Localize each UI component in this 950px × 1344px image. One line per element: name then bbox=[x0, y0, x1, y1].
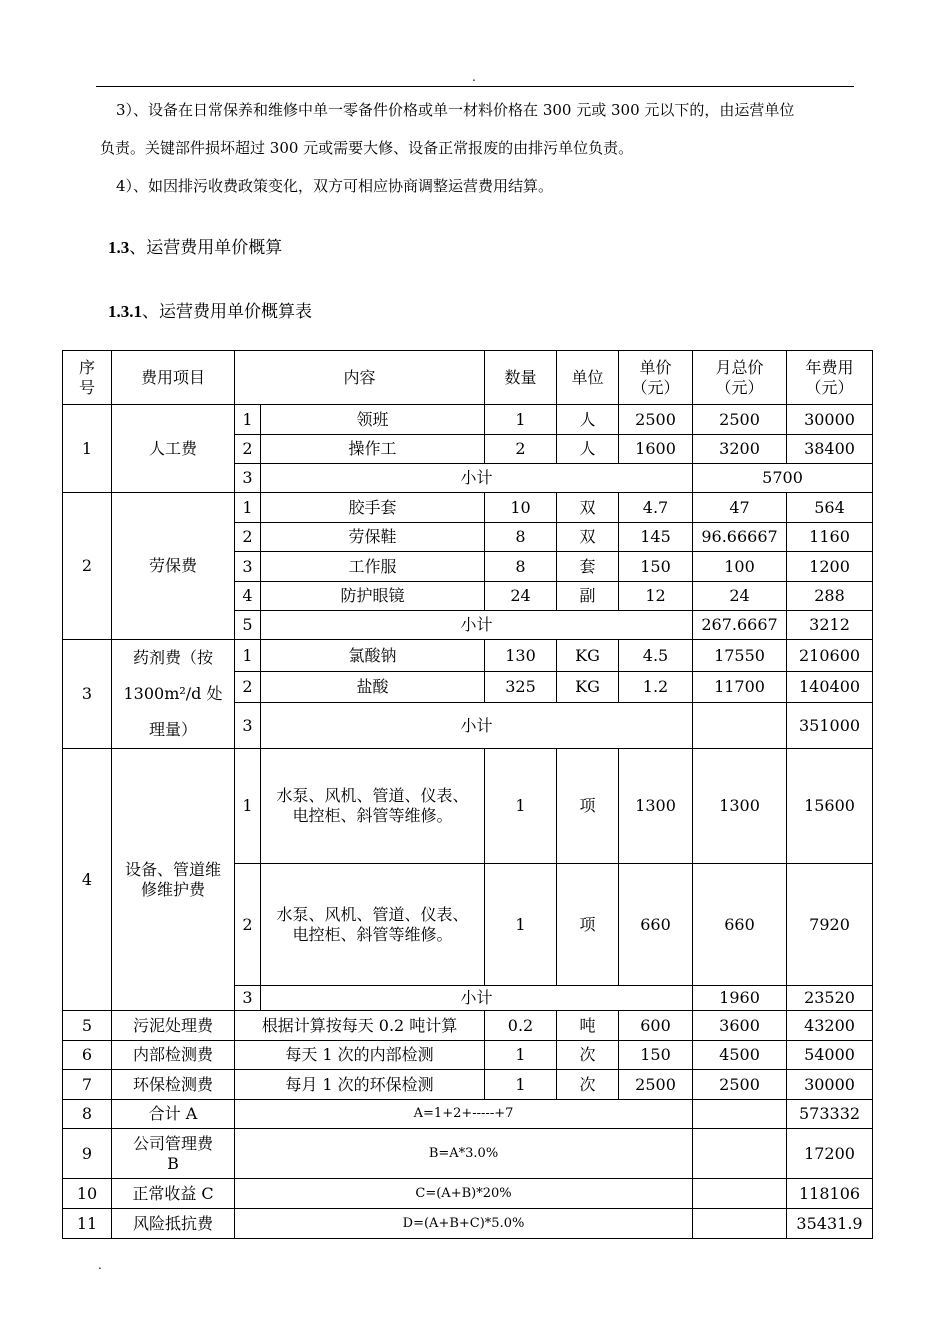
row-unit: 项 bbox=[557, 864, 619, 986]
row-year: 17200 bbox=[787, 1129, 873, 1179]
row-month bbox=[693, 1129, 787, 1179]
header-month: 月总价 （元） bbox=[693, 351, 787, 405]
total-row bbox=[63, 1179, 873, 1209]
row-price: 4.7 bbox=[619, 493, 693, 523]
row-month: 11700 bbox=[693, 672, 787, 703]
row-month bbox=[693, 1100, 787, 1129]
row-year: 564 bbox=[787, 493, 873, 523]
total-row bbox=[63, 1129, 873, 1179]
header-mark: . bbox=[472, 70, 476, 84]
total-row bbox=[63, 1100, 873, 1129]
row-seq: 1 bbox=[63, 405, 112, 493]
row-year: 43200 bbox=[787, 1011, 873, 1041]
row-seq: 9 bbox=[63, 1129, 112, 1179]
row-sub-no: 2 bbox=[235, 523, 261, 552]
row-price: 12 bbox=[619, 582, 693, 611]
row-year: 54000 bbox=[787, 1041, 873, 1070]
row-sub-no: 2 bbox=[235, 672, 261, 703]
paragraph-3-line2: 负责。关键部件损坏超过 300 元或需要大修、设备正常报废的由排污单位负责。 bbox=[100, 139, 634, 157]
subtotal-label: 小计 bbox=[261, 703, 693, 749]
row-seq: 11 bbox=[63, 1209, 112, 1239]
row-month bbox=[693, 1209, 787, 1239]
row-month: 96.66667 bbox=[693, 523, 787, 552]
header-content: 内容 bbox=[235, 351, 485, 405]
row-unit: 人 bbox=[557, 405, 619, 435]
row-month bbox=[693, 1179, 787, 1209]
heading-text: 、运营费用单价概算表 bbox=[142, 302, 312, 322]
row-year: 140400 bbox=[787, 672, 873, 703]
row-year: 210600 bbox=[787, 640, 873, 672]
row-price: 1300 bbox=[619, 749, 693, 864]
table-row bbox=[63, 1041, 873, 1070]
row-price: 4.5 bbox=[619, 640, 693, 672]
row-price: 2500 bbox=[619, 1070, 693, 1100]
heading-text: 、运营费用单价概算 bbox=[129, 238, 283, 258]
row-formula: A=1+2+-----+7 bbox=[235, 1100, 693, 1129]
row-formula: B=A*3.0% bbox=[235, 1129, 693, 1179]
row-month: 2500 bbox=[693, 1070, 787, 1100]
row-content: 胶手套 bbox=[261, 493, 485, 523]
row-year: 38400 bbox=[787, 435, 873, 464]
row-price: 2500 bbox=[619, 405, 693, 435]
row-price: 150 bbox=[619, 1041, 693, 1070]
row-year: 1200 bbox=[787, 552, 873, 582]
row-item: 药剂费（按 1300m²/d 处 理量） bbox=[112, 640, 235, 749]
row-sub-no: 3 bbox=[235, 552, 261, 582]
row-seq: 10 bbox=[63, 1179, 112, 1209]
footer-mark: . bbox=[98, 1258, 102, 1272]
row-content: 氯酸钠 bbox=[261, 640, 485, 672]
header-price: 单价 （元） bbox=[619, 351, 693, 405]
row-formula: C=(A+B)*20% bbox=[235, 1179, 693, 1209]
row-qty: 325 bbox=[485, 672, 557, 703]
section-heading-1-3 bbox=[108, 233, 282, 258]
row-content: 根据计算按每天 0.2 吨计算 bbox=[235, 1011, 485, 1041]
row-sub-no: 1 bbox=[235, 405, 261, 435]
row-qty: 0.2 bbox=[485, 1011, 557, 1041]
row-unit: 项 bbox=[557, 749, 619, 864]
row-item: 劳保费 bbox=[112, 493, 235, 640]
row-qty: 1 bbox=[485, 405, 557, 435]
subtotal-label: 小计 bbox=[261, 986, 693, 1011]
table-row bbox=[63, 405, 873, 435]
row-sub-no: 3 bbox=[235, 464, 261, 493]
row-year: 288 bbox=[787, 582, 873, 611]
row-month: 47 bbox=[693, 493, 787, 523]
row-month: 4500 bbox=[693, 1041, 787, 1070]
row-year: 7920 bbox=[787, 864, 873, 986]
row-qty: 130 bbox=[485, 640, 557, 672]
row-month: 100 bbox=[693, 552, 787, 582]
row-unit: 吨 bbox=[557, 1011, 619, 1041]
row-year: 35431.9 bbox=[787, 1209, 873, 1239]
row-unit: 次 bbox=[557, 1070, 619, 1100]
row-price: 660 bbox=[619, 864, 693, 986]
row-item: 内部检测费 bbox=[112, 1041, 235, 1070]
header-seq: 序 号 bbox=[63, 351, 112, 405]
table-row bbox=[63, 640, 873, 672]
row-seq: 8 bbox=[63, 1100, 112, 1129]
row-unit: 次 bbox=[557, 1041, 619, 1070]
row-qty: 1 bbox=[485, 1070, 557, 1100]
row-item: 人工费 bbox=[112, 405, 235, 493]
row-price: 145 bbox=[619, 523, 693, 552]
row-year: 30000 bbox=[787, 405, 873, 435]
subtotal-year: 351000 bbox=[787, 703, 873, 749]
row-qty: 24 bbox=[485, 582, 557, 611]
row-qty: 1 bbox=[485, 749, 557, 864]
row-month: 1300 bbox=[693, 749, 787, 864]
row-content: 防护眼镜 bbox=[261, 582, 485, 611]
heading-number: 1.3 bbox=[108, 238, 130, 257]
row-qty: 2 bbox=[485, 435, 557, 464]
row-content: 每天 1 次的内部检测 bbox=[235, 1041, 485, 1070]
row-price: 1600 bbox=[619, 435, 693, 464]
row-sub-no: 2 bbox=[235, 435, 261, 464]
row-content: 盐酸 bbox=[261, 672, 485, 703]
row-formula: D=(A+B+C)*5.0% bbox=[235, 1209, 693, 1239]
row-item: 设备、管道维 修维护费 bbox=[112, 749, 235, 1011]
row-price: 150 bbox=[619, 552, 693, 582]
header-item: 费用项目 bbox=[112, 351, 235, 405]
row-year: 30000 bbox=[787, 1070, 873, 1100]
row-item: 正常收益 C bbox=[112, 1179, 235, 1209]
row-sub-no: 1 bbox=[235, 640, 261, 672]
row-price: 600 bbox=[619, 1011, 693, 1041]
row-unit: 双 bbox=[557, 493, 619, 523]
subtotal-month: 267.6667 bbox=[693, 611, 787, 640]
row-sub-no: 2 bbox=[235, 864, 261, 986]
heading-number: 1.3.1 bbox=[108, 302, 142, 321]
subtotal-label: 小计 bbox=[261, 464, 693, 493]
header-qty: 数量 bbox=[485, 351, 557, 405]
row-seq: 4 bbox=[63, 749, 112, 1011]
row-qty: 1 bbox=[485, 864, 557, 986]
row-year: 118106 bbox=[787, 1179, 873, 1209]
row-year: 1160 bbox=[787, 523, 873, 552]
row-unit: KG bbox=[557, 672, 619, 703]
row-month: 17550 bbox=[693, 640, 787, 672]
row-content: 水泵、风机、管道、仪表、 电控柜、斜管等维修。 bbox=[261, 749, 485, 864]
row-price: 1.2 bbox=[619, 672, 693, 703]
table-row bbox=[63, 749, 873, 864]
row-month: 2500 bbox=[693, 405, 787, 435]
header-unit: 单位 bbox=[557, 351, 619, 405]
row-year: 573332 bbox=[787, 1100, 873, 1129]
total-row bbox=[63, 1209, 873, 1239]
row-sub-no: 3 bbox=[235, 986, 261, 1011]
row-content: 操作工 bbox=[261, 435, 485, 464]
row-unit: 副 bbox=[557, 582, 619, 611]
cost-table bbox=[62, 350, 873, 1239]
row-seq: 2 bbox=[63, 493, 112, 640]
table-row bbox=[63, 493, 873, 523]
subtotal-label: 小计 bbox=[261, 611, 693, 640]
row-seq: 6 bbox=[63, 1041, 112, 1070]
row-unit: 人 bbox=[557, 435, 619, 464]
row-unit: 双 bbox=[557, 523, 619, 552]
row-unit: 套 bbox=[557, 552, 619, 582]
row-month: 24 bbox=[693, 582, 787, 611]
header-row bbox=[63, 351, 873, 405]
row-item: 合计 A bbox=[112, 1100, 235, 1129]
subtotal-year: 23520 bbox=[787, 986, 873, 1011]
row-qty: 1 bbox=[485, 1041, 557, 1070]
row-qty: 8 bbox=[485, 552, 557, 582]
row-year: 15600 bbox=[787, 749, 873, 864]
subtotal-month: 1960 bbox=[693, 986, 787, 1011]
row-unit: KG bbox=[557, 640, 619, 672]
header-year: 年费用 （元） bbox=[787, 351, 873, 405]
row-content: 每月 1 次的环保检测 bbox=[235, 1070, 485, 1100]
row-sub-no: 3 bbox=[235, 703, 261, 749]
row-seq: 5 bbox=[63, 1011, 112, 1041]
row-sub-no: 1 bbox=[235, 749, 261, 864]
header-rule bbox=[96, 86, 854, 87]
row-qty: 10 bbox=[485, 493, 557, 523]
paragraph-4: 4）、如因排污收费政策变化，双方可相应协商调整运营费用结算。 bbox=[116, 177, 554, 195]
row-seq: 7 bbox=[63, 1070, 112, 1100]
row-content: 水泵、风机、管道、仪表、 电控柜、斜管等维修。 bbox=[261, 864, 485, 986]
row-content: 劳保鞋 bbox=[261, 523, 485, 552]
table-row bbox=[63, 1070, 873, 1100]
section-heading-1-3-1 bbox=[108, 297, 312, 322]
row-seq: 3 bbox=[63, 640, 112, 749]
row-content: 工作服 bbox=[261, 552, 485, 582]
row-month: 660 bbox=[693, 864, 787, 986]
subtotal-month: 5700 bbox=[693, 464, 873, 493]
row-sub-no: 4 bbox=[235, 582, 261, 611]
row-sub-no: 1 bbox=[235, 493, 261, 523]
subtotal-year: 3212 bbox=[787, 611, 873, 640]
subtotal-month bbox=[693, 703, 787, 749]
row-item: 污泥处理费 bbox=[112, 1011, 235, 1041]
row-item: 公司管理费 B bbox=[112, 1129, 235, 1179]
row-sub-no: 5 bbox=[235, 611, 261, 640]
row-item: 风险抵抗费 bbox=[112, 1209, 235, 1239]
paragraph-3-line1: 3）、设备在日常保养和维修中单一零备件价格或单一材料价格在 300 元或 300 元以下的，由运营单位 bbox=[116, 101, 795, 119]
row-qty: 8 bbox=[485, 523, 557, 552]
table-row bbox=[63, 1011, 873, 1041]
row-item: 环保检测费 bbox=[112, 1070, 235, 1100]
row-month: 3200 bbox=[693, 435, 787, 464]
row-content: 领班 bbox=[261, 405, 485, 435]
row-month: 3600 bbox=[693, 1011, 787, 1041]
